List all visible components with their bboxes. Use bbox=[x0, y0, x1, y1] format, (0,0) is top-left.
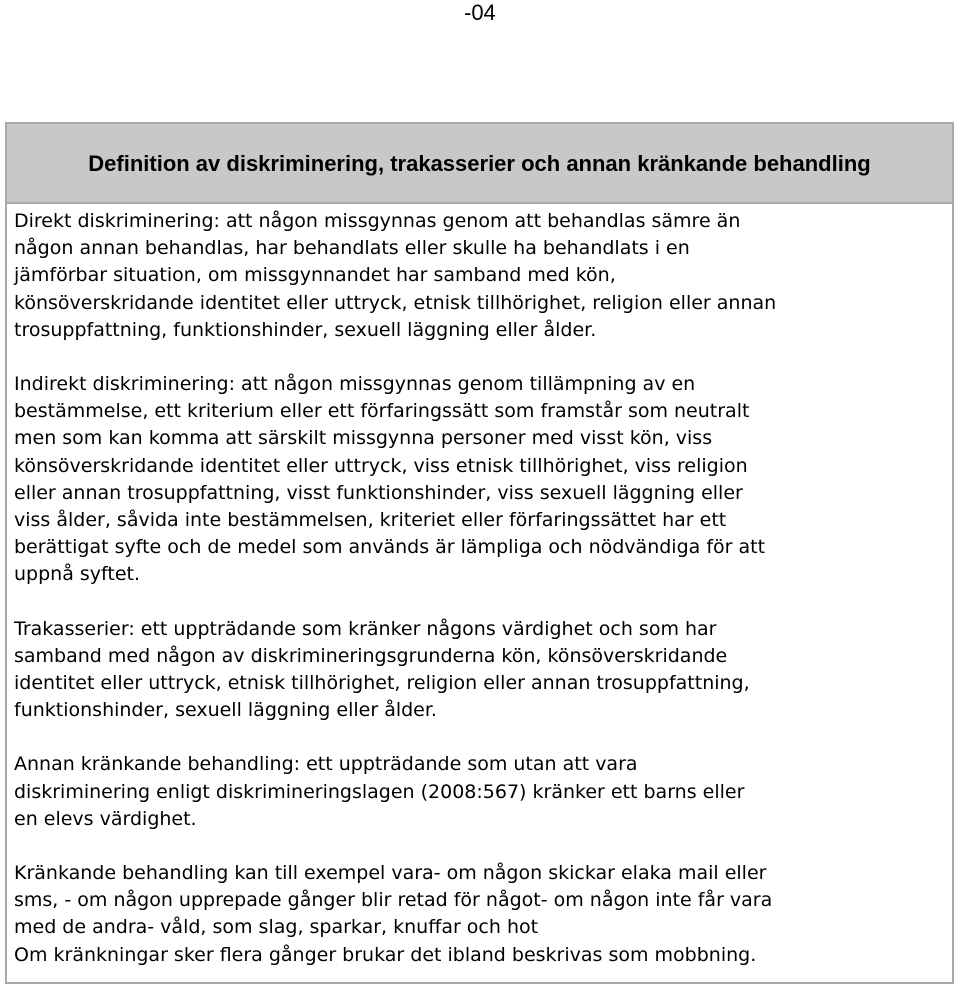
text-line: Trakasserier: ett uppträdande som kränker någons värdighet och som har bbox=[14, 617, 717, 640]
harassment-paragraph bbox=[14, 616, 946, 725]
text-line: samband med någon av diskrimineringsgrunderna kön, könsöverskridande bbox=[14, 644, 728, 667]
text-line: någon annan behandlas, har behandlats eller skulle ha behandlats i en bbox=[14, 237, 690, 260]
text-line: bestämmelse, ett kriterium eller ett förfaringssätt som framstår som neutralt bbox=[14, 400, 750, 423]
text-line: en elevs värdighet. bbox=[14, 807, 197, 830]
page-number: -04 bbox=[464, 0, 496, 25]
text-line: könsöverskridande identitet eller uttryck, etnisk tillhörighet, religion eller annan bbox=[14, 291, 777, 314]
text-line: Annan kränkande behandling: ett uppträdande som utan att vara bbox=[14, 753, 638, 776]
text-line: uppnå syftet. bbox=[14, 563, 141, 586]
degrading-treatment-examples-paragraph bbox=[14, 860, 946, 969]
text-line: jämförbar situation, om missgynnandet har samband med kön, bbox=[14, 264, 616, 287]
text-line: Kränkande behandling kan till exempel vara- om någon skickar elaka mail eller bbox=[14, 862, 767, 885]
text-line: berättigat syfte och de medel som används är lämpliga och nödvändiga för att bbox=[14, 536, 766, 559]
text-line: viss ålder, såvida inte bestämmelsen, kriteriet eller förfaringssättet har ett bbox=[14, 509, 727, 532]
text-line: eller annan trosuppfattning, visst funktionshinder, viss sexuell läggning eller bbox=[14, 481, 743, 504]
text-line: sms, - om någon upprepade gånger blir retad för något- om någon inte får vara bbox=[14, 889, 773, 912]
text-line: könsöverskridande identitet eller uttryck, viss etnisk tillhörighet, viss religion bbox=[14, 454, 748, 477]
text-line: med de andra- våld, som slag, sparkar, knuffar och hot bbox=[14, 916, 539, 939]
definition-body bbox=[7, 204, 952, 969]
text-line: Indirekt diskriminering: att någon missgynnas genom tillämpning av en bbox=[14, 373, 696, 396]
other-degrading-treatment-paragraph bbox=[14, 751, 946, 833]
direct-discrimination-paragraph bbox=[14, 208, 946, 344]
text-line: trosuppfattning, funktionshinder, sexuell läggning eller ålder. bbox=[14, 318, 597, 341]
text-line: diskriminering enligt diskrimineringslagen (2008:567) kränker ett barns eller bbox=[14, 780, 745, 803]
indirect-discrimination-paragraph bbox=[14, 371, 946, 589]
text-line: funktionshinder, sexuell läggning eller ålder. bbox=[14, 699, 437, 722]
text-line: identitet eller uttryck, etnisk tillhörighet, religion eller annan trosuppfattning, bbox=[14, 672, 750, 695]
text-line: Om kränkningar sker flera gånger brukar det ibland beskrivas som mobbning. bbox=[14, 943, 757, 966]
definition-box bbox=[5, 122, 954, 984]
definition-heading: Definition av diskriminering, trakasserier och annan kränkande behandling bbox=[7, 124, 952, 204]
text-line: men som kan komma att särskilt missgynna personer med visst kön, viss bbox=[14, 427, 713, 450]
text-line: Direkt diskriminering: att någon missgynnas genom att behandlas sämre än bbox=[14, 210, 741, 232]
